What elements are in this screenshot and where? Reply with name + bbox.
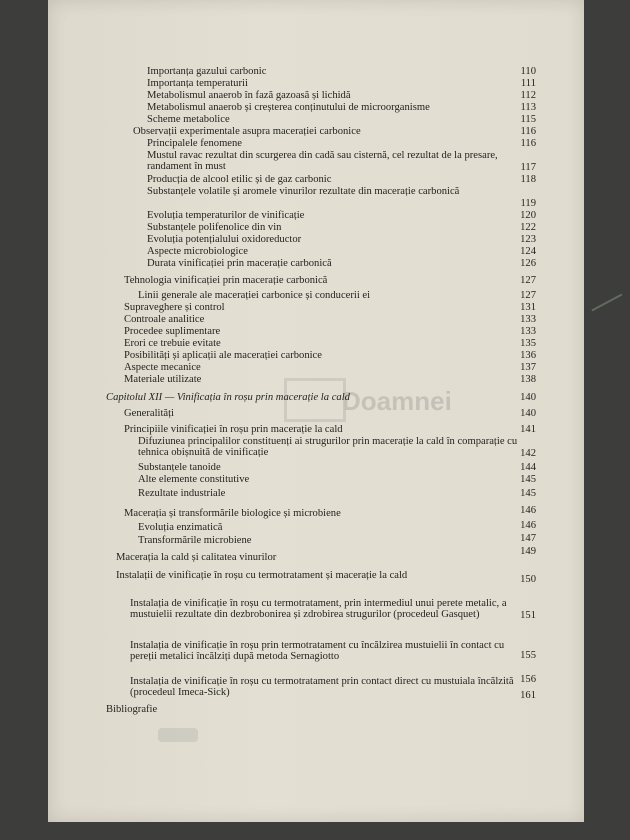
toc-page-number: 156 — [520, 674, 536, 685]
toc-page-number: 145 — [520, 488, 536, 499]
toc-entry: Macerația și transformările biologice și microbiene — [124, 508, 341, 519]
book-page — [48, 0, 584, 822]
toc-page-number: 140 — [520, 408, 536, 419]
toc-page-number: 117 — [520, 162, 536, 173]
toc-entry: Instalația de vinificație în roșu prin termotratament cu încălzirea mustuielii în contact cu pereții metalici încălziți după metoda Sernagiotto — [130, 640, 505, 663]
toc-page-number: 131 — [520, 302, 536, 313]
toc-entry: Rezultate industriale — [138, 488, 226, 499]
watermark-text: Doamnei — [342, 386, 452, 416]
toc-entry: Linii generale ale macerației carbonice și conducerii ei — [138, 290, 371, 301]
toc-entry: Instalația de vinificație în roșu cu termotratament, prin intermediul unui perete metalic, a mustuielii rezultate din dezbrobonirea și zdrobirea strugurilor (procedeul Gasquet) — [130, 598, 507, 621]
toc-entry: Macerația la cald și calitatea vinurilor — [116, 552, 277, 563]
toc-entry: Durata vinificației prin macerație carbonică — [147, 258, 332, 269]
toc-entry: Erori ce trebuie evitate — [124, 338, 221, 349]
toc-entry: Instalații de vinificație în roșu cu termotratament și macerație la cald — [116, 570, 408, 581]
toc-page-number: 124 — [520, 246, 536, 257]
toc-page-number: 141 — [520, 424, 536, 435]
toc-page-number: 145 — [520, 474, 536, 485]
toc-entry: Controale analitice — [124, 314, 205, 325]
toc-entry: Posibilități și aplicații ale macerației carbonice — [124, 350, 322, 361]
toc-entry: Importanța temperaturii — [147, 78, 248, 89]
toc-page-number: 116 — [520, 126, 536, 137]
toc-page-number: 151 — [520, 610, 536, 621]
page-mark — [591, 294, 630, 335]
toc-entry: Aspecte mecanice — [124, 362, 201, 373]
toc-entry: Bibliografie — [106, 704, 158, 715]
toc-entry: Difuziunea principalilor constituenți ai strugurilor prin macerație la cald în comparație cu tehnica obișnuită de vinificație — [138, 436, 518, 459]
toc-entry: Substanțele volatile și aromele vinurilor rezultate din macerație carbonică — [147, 186, 460, 197]
toc-page-number: 146 — [520, 505, 536, 516]
toc-page-number: 127 — [520, 275, 536, 286]
toc-entry: Scheme metabolice — [147, 114, 230, 125]
toc-entry: Substanțele polifenolice din vin — [147, 222, 282, 233]
toc-page-number: 144 — [520, 462, 536, 473]
toc-page-number: 116 — [520, 138, 536, 149]
toc-page-number: 118 — [520, 174, 536, 185]
toc-page-number: 122 — [520, 222, 536, 233]
toc-entry: Evoluția temperaturilor de vinificație — [147, 210, 305, 221]
toc-page-number: 133 — [520, 314, 536, 325]
toc-page-number: 138 — [520, 374, 536, 385]
toc-entry: Generalități — [124, 408, 174, 419]
toc-page-number: 136 — [520, 350, 536, 361]
toc-page-number: 150 — [520, 574, 536, 585]
toc-entry: Metabolismul anaerob în fază gazoasă și lichidă — [147, 90, 351, 101]
toc-entry: Materiale utilizate — [124, 374, 202, 385]
page-smudge — [158, 728, 198, 742]
toc-page-number: 113 — [520, 102, 536, 113]
toc-entry: Tehnologia vinificației prin macerație carbonică — [124, 275, 328, 286]
toc-page-number: 137 — [520, 362, 536, 373]
toc-page-number: 133 — [520, 326, 536, 337]
toc-page-number: 110 — [520, 66, 536, 77]
toc-page-number: 120 — [520, 210, 536, 221]
toc-entry: Aspecte microbiologice — [147, 246, 248, 257]
toc-entry: Instalația de vinificație în roșu cu termotratament prin contact direct cu mustuiala încălzită (procedeul Imeca-Sick) — [130, 676, 514, 699]
toc-entry: Producția de alcool etilic și de gaz carbonic — [147, 174, 332, 185]
toc-page-number: 161 — [520, 690, 536, 701]
toc-page-number: 115 — [520, 114, 536, 125]
toc-page-number: 119 — [520, 198, 536, 209]
toc-page-number: 155 — [520, 650, 536, 661]
toc-entry: Alte elemente constitutive — [138, 474, 250, 485]
toc-page-number: 140 — [520, 392, 536, 403]
toc-entry: Observații experimentale asupra macerației carbonice — [133, 126, 361, 137]
toc-page-number: 111 — [520, 78, 536, 89]
toc-entry: Importanța gazului carbonic — [147, 66, 267, 77]
toc-page-number: 147 — [520, 533, 536, 544]
toc-entry: Evoluția potențialului oxidoreductor — [147, 234, 302, 245]
toc-entry: Mustul ravac rezultat din scurgerea din cadă sau cisternă, cel rezultat de la presare, randament în must — [147, 150, 498, 173]
toc-page-number: 112 — [520, 90, 536, 101]
toc-page-number: 135 — [520, 338, 536, 349]
toc-entry: Principiile vinificației în roșu prin macerație la cald — [124, 424, 343, 435]
toc-entry: Supraveghere și control — [124, 302, 225, 313]
toc-entry: Metabolismul anaerob și creșterea conținutului de microorganisme — [147, 102, 430, 113]
toc-page-number: 127 — [520, 290, 536, 301]
toc-page-number: 123 — [520, 234, 536, 245]
toc-page-number: 126 — [520, 258, 536, 269]
toc-page-number: 142 — [520, 448, 536, 459]
toc-entry: Procedee suplimentare — [124, 326, 221, 337]
toc-entry: Principalele fenomene — [147, 138, 243, 149]
toc-page-number: 146 — [520, 520, 536, 531]
chapter-heading: Capitolul XII — Vinificația în roșu prin macerație la cald — [106, 392, 350, 403]
toc-entry: Evoluția enzimatică — [138, 522, 223, 533]
toc-page-number: 149 — [520, 546, 536, 557]
toc-entry: Transformările microbiene — [138, 535, 252, 546]
toc-entry: Substanțele tanoide — [138, 462, 221, 473]
